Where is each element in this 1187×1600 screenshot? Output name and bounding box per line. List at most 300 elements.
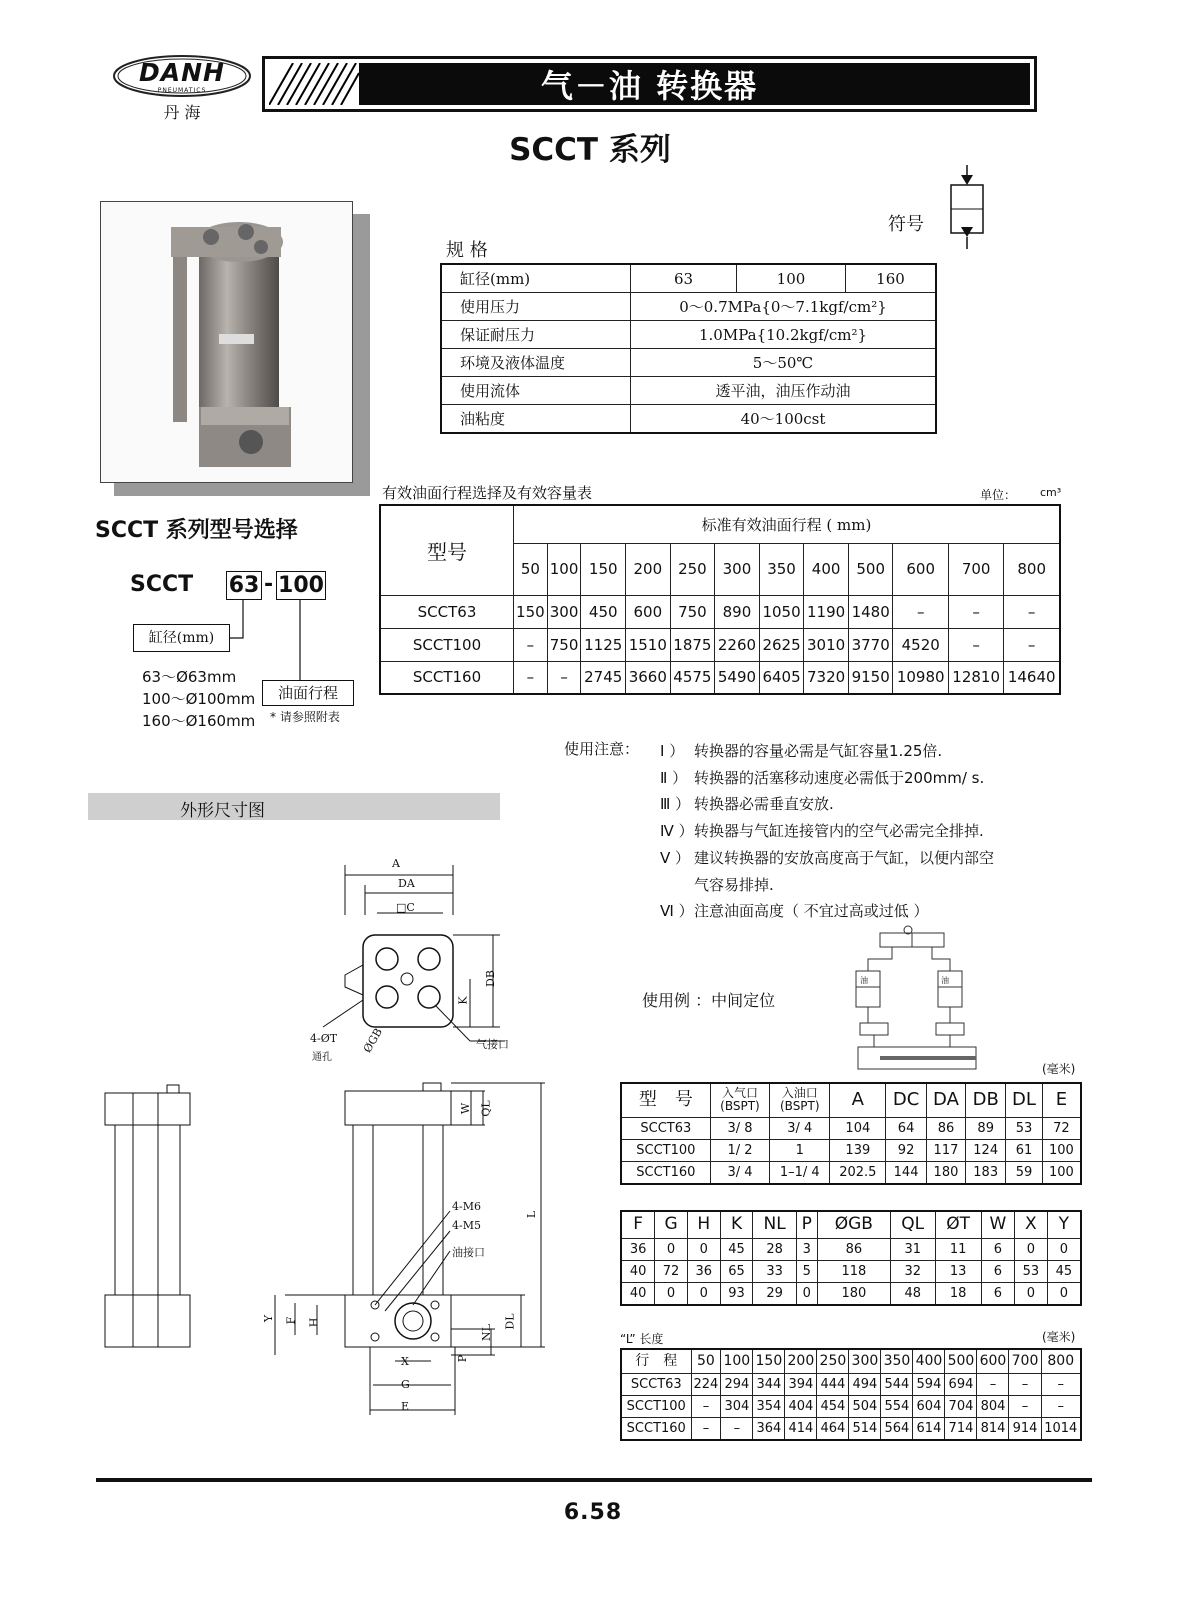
spec-heading: 规 格 [446,240,488,261]
table-cell: 6 [981,1260,1014,1282]
capacity-cell: 5490 [715,661,760,694]
footer-rule [96,1478,1092,1482]
table-cell: 13 [935,1260,981,1282]
table-header-cell: 800 [1041,1349,1081,1373]
capacity-cell: 14640 [1004,661,1060,694]
stroke-col-header: 800 [1004,543,1060,595]
spec-label: 环境及液体温度 [441,349,631,377]
capacity-cell: 750 [670,595,715,628]
capacity-cell: – [948,628,1003,661]
table-row [441,293,936,321]
table-cell: 0 [1014,1282,1047,1305]
capacity-cell: 300 [547,595,581,628]
series-title: SCCT 系列 [509,132,671,168]
table-cell: – [691,1417,721,1440]
capacity-cell: 3010 [804,628,849,661]
table-cell: 914 [1009,1417,1041,1440]
capacity-cell: 6405 [759,661,804,694]
table-cell: 29 [753,1282,796,1305]
note-text: 转换器的活塞移动速度必需低于200mm/ s. [694,768,985,787]
table-header-cell: DC [886,1083,926,1117]
capacity-cell: 1480 [848,595,893,628]
table-header-cell: 500 [945,1349,977,1373]
table-header-cell: 100 [721,1349,753,1373]
dim-label-dl: DL [503,1313,517,1330]
table-cell: 414 [785,1417,817,1440]
table-cell: 344 [753,1373,785,1395]
table-row [621,1117,1081,1139]
table-cell: 59 [1006,1161,1043,1184]
table-cell: 31 [890,1238,935,1260]
spec-label: 缸径(mm) [441,264,631,293]
table-cell: 0 [655,1282,688,1305]
table-header-cell: DB [966,1083,1006,1117]
table-cell: 48 [890,1282,935,1305]
table-cell: 3/ 4 [770,1117,830,1139]
table-cell: SCCT100 [621,1139,710,1161]
table-header-cell: P [796,1211,817,1238]
table-cell: 554 [881,1395,913,1417]
table-cell: 183 [966,1161,1006,1184]
table-row [621,1161,1081,1184]
table-cell: 45 [720,1238,753,1260]
table-row [621,1282,1081,1305]
note-text: 转换器与气缸连接管内的空气必需完全排掉. [694,822,984,841]
table-row [441,405,936,434]
table-header-cell: ØGB [817,1211,890,1238]
table-cell: 1/ 2 [710,1139,770,1161]
spec-table [440,263,937,434]
capacity-cell: 600 [626,595,671,628]
table-header-cell: W [981,1211,1014,1238]
note-text: 注意油面高度（ 不宜过高或过低 ） [694,902,929,921]
table-cell: 33 [753,1260,796,1282]
table-cell: SCCT63 [621,1373,691,1395]
table-header-cell: F [621,1211,655,1238]
capacity-cell: 12810 [948,661,1003,694]
table-cell: 1 [770,1139,830,1161]
table-cell: 564 [881,1417,913,1440]
model-select-title-text: SCCT 系列型号选择 [95,518,298,543]
dim-label-c: □C [396,901,415,914]
spec-cell: 0～0.7MPa{0～7.1kgf/cm²} [631,293,937,321]
l-length-caption: “L” 长度 [620,1332,664,1346]
stroke-col-header: 200 [626,543,671,595]
capacity-cell: 2260 [715,628,760,661]
table-cell: 394 [785,1373,817,1395]
table-cell: 18 [935,1282,981,1305]
table-header-cell: 700 [1009,1349,1041,1373]
capacity-cell: 2745 [581,661,626,694]
table-header-cell: 入油口 (BSPT) [770,1083,830,1117]
table-cell: 294 [721,1373,753,1395]
model-dash: - [264,572,274,597]
capacity-cell: 1050 [759,595,804,628]
table-cell: 89 [966,1117,1006,1139]
table-cell: 124 [966,1139,1006,1161]
bore-code-box: 63 [226,571,262,600]
table-cell: 86 [817,1238,890,1260]
dim-label-l: L [525,1210,539,1219]
capacity-cell: – [893,595,948,628]
table-header-cell: 150 [753,1349,785,1373]
stroke-note: * 请参照附表 [270,710,340,724]
note-item [660,818,994,845]
note-item [660,845,994,872]
table-cell: 224 [691,1373,721,1395]
table-row [621,1238,1081,1260]
table-header-cell: 50 [691,1349,721,1373]
dim-label-y: Y [262,1314,276,1323]
table-header-cell: DA [926,1083,965,1117]
title-banner [262,56,1037,112]
capacity-cell: 3770 [848,628,893,661]
table-header-cell: 型 号 [621,1083,710,1117]
dim-label-e: E [401,1400,410,1413]
table-cell: – [1041,1373,1081,1395]
table-cell: 53 [1006,1117,1043,1139]
capacity-cell: 750 [547,628,581,661]
table-cell: 61 [1006,1139,1043,1161]
note-text: 转换器的容量必需是气缸容量1.25倍. [694,742,943,760]
table-header-cell: E [1042,1083,1081,1117]
product-photo [100,201,353,483]
model-cell: SCCT63 [380,595,514,628]
table-cell: 614 [913,1417,945,1440]
notes-label: 使用注意： [564,740,640,758]
table-cell: SCCT100 [621,1395,691,1417]
capacity-cell: 7320 [804,661,849,694]
stroke-col-header: 700 [948,543,1003,595]
table-header-cell: 300 [849,1349,881,1373]
capacity-cell: 1190 [804,595,849,628]
table-cell: 3 [796,1238,817,1260]
bore-options [142,666,255,732]
table-row [380,505,1060,543]
table-cell: – [1009,1395,1041,1417]
table-cell: – [1041,1395,1081,1417]
table-cell: 604 [913,1395,945,1417]
stroke-col-header: 400 [804,543,849,595]
table-row [621,1395,1081,1417]
table-header-cell: K [720,1211,753,1238]
bore-option: 160～Ø160mm [142,712,256,730]
capacity-cell: 10980 [893,661,948,694]
bore-label: 缸径(mm) [133,624,230,652]
table-cell: 6 [981,1282,1014,1305]
dim-label-x: X [401,1355,409,1368]
stroke-label: 油面行程 [262,680,354,706]
table-cell: 53 [1014,1260,1047,1282]
table-cell: 304 [721,1395,753,1417]
table-cell: 117 [926,1139,965,1161]
note-text: 建议转换器的安放高度高于气缸，以便内部空 [694,848,995,867]
notes-list [660,738,994,925]
table-cell: 0 [1047,1282,1081,1305]
capacity-cell: – [514,661,548,694]
table-header-cell: DL [1006,1083,1043,1117]
capacity-cell: – [948,595,1003,628]
dim-label-da: DA [398,877,415,890]
table-cell: 40 [621,1282,655,1305]
capacity-cell: – [1004,595,1060,628]
note-item [660,872,994,899]
logo-sub: PNEUMATICS [157,87,207,94]
note-num: Ⅳ ） [660,822,694,841]
table-row [621,1260,1081,1282]
table-cell: 72 [655,1260,688,1282]
table-header-cell: Y [1047,1211,1081,1238]
table-cell: 100 [1042,1139,1081,1161]
outline-header-bar [88,793,500,820]
table-header-cell: H [687,1211,720,1238]
table-cell: 514 [849,1417,881,1440]
spec-cell: 63 [631,264,737,293]
symbol-label: 符号 [888,214,924,235]
table-cell: 144 [886,1161,926,1184]
table-row [621,1083,1081,1117]
capacity-cell: – [547,661,581,694]
note-item [660,738,994,765]
table-cell: 104 [830,1117,886,1139]
table-cell: 139 [830,1139,886,1161]
table-header-cell: ØT [935,1211,981,1238]
dim-label-m5: 4-M5 [452,1219,481,1232]
table-cell: 118 [817,1260,890,1282]
table-cell: 28 [753,1238,796,1260]
circuit-diagram [840,925,985,1075]
table-cell: 354 [753,1395,785,1417]
table-cell: 594 [913,1373,945,1395]
spec-label: 使用压力 [441,293,631,321]
capacity-cell: 1875 [670,628,715,661]
dim-label-h: H [307,1317,321,1328]
table-cell: 544 [881,1373,913,1395]
stroke-table [379,504,1061,695]
table-cell: 404 [785,1395,817,1417]
dim-label-nl: NL [479,1324,493,1341]
stroke-col-header: 50 [514,543,548,595]
table-cell: 694 [945,1373,977,1395]
spec-label: 使用流体 [441,377,631,405]
stroke-col-header: 350 [759,543,804,595]
table-cell: 45 [1047,1260,1081,1282]
table-header-cell: 行 程 [621,1349,691,1373]
capacity-cell: 9150 [848,661,893,694]
page-number: 6.58 [563,1500,623,1525]
table-cell: 0 [1014,1238,1047,1260]
table-row [380,628,1060,661]
capacity-cell: 3660 [626,661,671,694]
table-header-cell: 600 [977,1349,1009,1373]
table-cell: 64 [886,1117,926,1139]
dim-label-w: W [459,1102,473,1115]
table-cell: 704 [945,1395,977,1417]
table-cell: 0 [687,1282,720,1305]
bore-option: 63～Ø63mm [142,668,237,686]
dim-label-gb: ØGB [360,1026,386,1055]
table-cell: 0 [687,1238,720,1260]
table-cell: 804 [977,1395,1009,1417]
table-cell: 0 [796,1282,817,1305]
capacity-cell: 4520 [893,628,948,661]
table-cell: 93 [720,1282,753,1305]
spec-cell: 1.0MPa{10.2kgf/cm²} [631,321,937,349]
table-cell: 36 [687,1260,720,1282]
table-cell: 100 [1042,1161,1081,1184]
table-cell: 180 [926,1161,965,1184]
table-cell: 364 [753,1417,785,1440]
note-num: Ⅱ ） [660,768,688,787]
unit-value: cm³ [1040,486,1062,499]
dim-label-db: DB [483,970,497,987]
model-cell: SCCT100 [380,628,514,661]
dim-label-ql: QL [479,1100,493,1117]
table-cell: SCCT63 [621,1117,710,1139]
dim-label-a: A [392,857,400,870]
danh-logo [112,54,252,124]
model-select-title [95,513,298,544]
table-cell: 72 [1042,1117,1081,1139]
table-cell: 454 [817,1395,849,1417]
table-header-cell: G [655,1211,688,1238]
stroke-col-header: 300 [715,543,760,595]
table-cell: 494 [849,1373,881,1395]
table-cell: 86 [926,1117,965,1139]
table-row [621,1211,1081,1238]
dim-label-oil: 油接口 [452,1246,485,1259]
outline-header: 外形尺寸图 [180,801,265,821]
table-cell: 5 [796,1260,817,1282]
table-cell: – [1009,1373,1041,1395]
table-cell: 11 [935,1238,981,1260]
table-cell: 40 [621,1260,655,1282]
table-cell: 32 [890,1260,935,1282]
capacity-cell: 1510 [626,628,671,661]
table-header-cell: A [830,1083,886,1117]
model-header: 型号 [380,505,514,595]
bore-option: 100～Ø100mm [142,690,256,708]
table-header-cell: 250 [817,1349,849,1373]
table-cell: 3/ 8 [710,1117,770,1139]
page-title: 气－油 转换器 [540,67,759,105]
table-cell: 3/ 4 [710,1161,770,1184]
l-length-table [620,1348,1082,1441]
note-num: Ⅲ ） [660,795,691,814]
stroke-caption: 有效油面行程选择及有效容量表 [382,484,593,502]
table-row [621,1349,1081,1373]
table-cell: 0 [1047,1238,1081,1260]
dim-label-t2: 通孔 [312,1052,332,1063]
model-cell: SCCT160 [380,661,514,694]
dim-label-f: F [284,1316,298,1325]
capacity-cell: 4575 [670,661,715,694]
table-cell: 202.5 [830,1161,886,1184]
table-row [441,321,936,349]
capacity-cell: – [514,628,548,661]
capacity-cell: 1125 [581,628,626,661]
capacity-cell: 2625 [759,628,804,661]
dim-label-g: G [401,1378,410,1391]
table-cell: SCCT160 [621,1417,691,1440]
note-item [660,791,994,818]
stroke-col-header: 500 [848,543,893,595]
table-cell: 1014 [1041,1417,1081,1440]
stroke-col-header: 100 [547,543,581,595]
note-text: 转换器必需垂直安放. [694,795,834,814]
table-row [621,1373,1081,1395]
table-header-cell: NL [753,1211,796,1238]
table-cell: 0 [655,1238,688,1260]
model-prefix: SCCT [130,572,194,597]
capacity-cell: – [1004,628,1060,661]
note-item [660,898,994,925]
dimension-table-2 [620,1210,1082,1306]
table-cell: 65 [720,1260,753,1282]
table-cell: 814 [977,1417,1009,1440]
converter-symbol-icon [945,165,985,250]
table-row [441,377,936,405]
table-row [621,1139,1081,1161]
table-header-cell: 400 [913,1349,945,1373]
table-cell: 36 [621,1238,655,1260]
note-text: 气容易排掉. [694,875,774,894]
table-cell: SCCT160 [621,1161,710,1184]
table-row [380,661,1060,694]
capacity-cell: 450 [581,595,626,628]
dim-label-p: P [456,1354,470,1363]
table-row [621,1417,1081,1440]
spec-label: 油粘度 [441,405,631,434]
table-cell: 714 [945,1417,977,1440]
dimension-table-1 [620,1082,1082,1185]
unit-label: 单位： [980,488,1017,502]
table-row [380,595,1060,628]
table-header-cell: 350 [881,1349,913,1373]
table-cell: 504 [849,1395,881,1417]
dim-label-air: 气接口 [476,1038,509,1051]
note-num: Ⅴ ） [660,848,691,867]
logo-text: DANH [139,58,225,87]
dim-label-t: 4-ØT [310,1032,338,1045]
stroke-col-header: 150 [581,543,626,595]
dimension-drawing [95,855,595,1425]
example-tag-1: 油 [860,976,868,985]
dim1-unit: (毫米) [1042,1062,1076,1076]
table-header-cell: 200 [785,1349,817,1373]
table-cell: 180 [817,1282,890,1305]
capacity-cell: 890 [715,595,760,628]
example-tag-2: 油 [941,976,949,985]
stroke-col-header: 250 [670,543,715,595]
table-header-cell: QL [890,1211,935,1238]
spec-label: 保证耐压力 [441,321,631,349]
table-cell: 1–1/ 4 [770,1161,830,1184]
table-cell: – [721,1417,753,1440]
note-num: Ⅰ ） [660,742,685,760]
dim-label-m6: 4-M6 [452,1200,481,1213]
stroke-code-box: 100 [276,571,326,600]
spec-cell: 160 [846,264,937,293]
dimL-unit: (毫米) [1042,1330,1076,1344]
table-row [441,264,936,293]
spec-cell: 100 [737,264,846,293]
table-cell: – [977,1373,1009,1395]
table-cell: 6 [981,1238,1014,1260]
stroke-col-header: 600 [893,543,948,595]
note-num: Ⅵ ） [660,902,694,921]
table-cell: 464 [817,1417,849,1440]
